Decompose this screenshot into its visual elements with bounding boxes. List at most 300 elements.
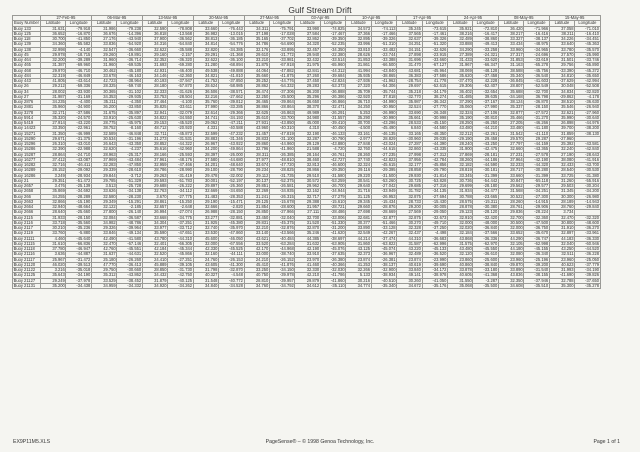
longitude-cell: -4.100	[168, 100, 193, 105]
latitude-cell: -28.754	[397, 79, 422, 84]
buoy-name-cell: Buoy 16282	[13, 163, 41, 168]
longitude-cell: -39.978	[269, 273, 294, 278]
latitude-cell: 31.631	[41, 26, 66, 31]
longitude-cell: -15.430	[422, 199, 447, 204]
latitude-cell: 30.048	[549, 84, 574, 89]
longitude-cell: -54.442	[473, 178, 498, 183]
latitude-cell: 31.632	[295, 241, 320, 246]
latitude-cell: 32.590	[142, 26, 167, 31]
longitude-cell: -37.702	[269, 37, 294, 42]
longitude-cell: -27.966	[269, 210, 294, 215]
latitude-cell: 29.785	[91, 178, 116, 183]
longitude-cell: -33.482	[371, 47, 396, 52]
latitude-cell: 32.489	[448, 37, 473, 42]
longitude-cell: -32.320	[575, 215, 600, 220]
latitude-cell: 32.681	[346, 215, 371, 220]
longitude-cell: -45.756	[524, 68, 549, 73]
latitude-cell: 31.854	[244, 205, 269, 210]
date-header: 24-Apr-95	[448, 16, 499, 21]
longitude-cell: -4.237	[117, 147, 142, 152]
latitude-cell: 29.844	[91, 173, 116, 178]
longitude-cell: -33.514	[320, 58, 345, 63]
longitude-cell: -4.720	[320, 147, 345, 152]
longitude-cell: -32.870	[219, 268, 244, 273]
latitude-cell: 29.234	[244, 168, 269, 173]
latitude-cell: 36.710	[346, 100, 371, 105]
latitude-cell: 37.366	[346, 31, 371, 36]
longitude-cell: -31.472	[66, 257, 91, 262]
longitude-cell: -49.888	[219, 68, 244, 73]
latitude-cell: 32.330	[295, 268, 320, 273]
latitude-cell: 34.741	[193, 115, 218, 120]
longitude-cell: -25.500	[269, 94, 294, 99]
latitude-cell: 34.250	[346, 105, 371, 110]
longitude-cell: -40.310	[269, 126, 294, 131]
latitude-cell: 38.080	[549, 157, 574, 162]
longitude-cell: -30.204	[575, 184, 600, 189]
latitude-cell: 28.760	[549, 205, 574, 210]
latitude-cell: 41.460	[295, 262, 320, 267]
latitude-cell: 30.541	[346, 178, 371, 183]
longitude-cell: -71.010	[575, 26, 600, 31]
latitude-cell: 32.660	[498, 147, 523, 152]
longitude-cell: -34.350	[320, 47, 345, 52]
latitude-cell: 32.813	[295, 163, 320, 168]
latitude-cell: 31.501	[549, 58, 574, 63]
longitude-cell: -31.531	[168, 136, 193, 141]
longitude-cell: -45.873	[168, 131, 193, 136]
longitude-cell: -37.250	[422, 226, 447, 231]
latitude-cell: 34.235	[41, 100, 66, 105]
longitude-cell: -48.786	[117, 220, 142, 225]
longitude-cell: -39.289	[66, 58, 91, 63]
longitude-cell: -17.467	[320, 31, 345, 36]
longitude-cell: -25.317	[117, 152, 142, 157]
latitude-cell: 31.967	[448, 63, 473, 68]
longitude-cell: -4.178	[575, 94, 600, 99]
longitude-cell: -27.572	[524, 110, 549, 115]
latitude-cell: 32.959	[142, 163, 167, 168]
latitude-cell: 32.162	[295, 189, 320, 194]
longitude-cell: -35.500	[473, 283, 498, 288]
latitude-cell: 36.420	[498, 26, 523, 31]
latitude-cell: 33.890	[346, 226, 371, 231]
latitude-cell: 33.910	[295, 252, 320, 257]
latitude-cell: 31.957	[295, 205, 320, 210]
longitude-cell: -44.390	[422, 142, 447, 147]
latitude-cell: 26.988	[193, 210, 218, 215]
longitude-cell: -43.484	[117, 157, 142, 162]
latitude-cell: 30.725	[397, 178, 422, 183]
longitude-cell: -46.411	[66, 163, 91, 168]
longitude-cell: -37.306	[269, 89, 294, 94]
buoy-name-cell: Buoy 2666	[13, 210, 41, 215]
latitude-cell: 32.862	[295, 37, 320, 42]
latitude-cell: 30.365	[91, 89, 116, 94]
latitude-cell: 32.788	[549, 278, 574, 283]
longitude-cell: -34.438	[66, 283, 91, 288]
longitude-cell: -32.700	[524, 89, 549, 94]
longitude-cell: -24.696	[524, 52, 549, 57]
latitude-cell: 33.996	[346, 42, 371, 47]
latitude-cell: 29.860	[244, 142, 269, 147]
latitude-cell: -2.977	[346, 136, 371, 141]
longitude-cell: -41.916	[575, 157, 600, 162]
longitude-cell: -31.346	[219, 136, 244, 141]
latitude-cell: 37.450	[295, 79, 320, 84]
longitude-cell: -36.714	[117, 58, 142, 63]
latitude-cell: 35.300	[549, 283, 574, 288]
latitude-cell: 43.621	[244, 236, 269, 241]
longitude-cell: -43.335	[422, 147, 447, 152]
latitude-cell: 36.200	[295, 89, 320, 94]
longitude-cell: -34.900	[66, 105, 91, 110]
longitude-cell: -34.262	[168, 283, 193, 288]
latitude-cell: 43.480	[448, 126, 473, 131]
latitude-cell: 31.260	[549, 178, 574, 183]
latitude-cell: 33.640	[549, 42, 574, 47]
latitude-cell: 33.780	[549, 47, 574, 52]
latitude-cell: 29.897	[193, 184, 218, 189]
longitude-cell: -52.549	[524, 84, 549, 89]
latitude-cell: 28.883	[193, 136, 218, 141]
latitude-cell: -4.500	[346, 126, 371, 131]
longitude-cell: -40.772	[219, 278, 244, 283]
longitude-cell: -26.940	[575, 105, 600, 110]
longitude-cell: -31.735	[269, 173, 294, 178]
latitude-header: Latitude	[549, 21, 574, 26]
latitude-cell: 33.888	[448, 42, 473, 47]
latitude-cell: 34.920	[142, 283, 167, 288]
longitude-cell: -33.850	[117, 105, 142, 110]
longitude-cell: -26.386	[320, 94, 345, 99]
latitude-cell: 31.675	[91, 110, 116, 115]
table-row	[13, 283, 601, 288]
latitude-cell: 31.457	[244, 131, 269, 136]
longitude-cell: -26.990	[371, 110, 396, 115]
latitude-cell: 32.763	[142, 189, 167, 194]
longitude-cell: -28.289	[66, 194, 91, 199]
latitude-cell: 32.621	[549, 110, 574, 115]
latitude-cell: 32.210	[244, 226, 269, 231]
longitude-cell: -25.139	[66, 184, 91, 189]
longitude-cell: -43.614	[66, 79, 91, 84]
latitude-cell: 28.624	[193, 84, 218, 89]
latitude-cell: 29.123	[448, 210, 473, 215]
longitude-cell: -40.588	[219, 126, 244, 131]
longitude-cell: -39.350	[320, 37, 345, 42]
longitude-cell: -62.970	[473, 241, 498, 246]
latitude-cell: 30.788	[448, 194, 473, 199]
buoy-name-cell: Buoy 138	[13, 47, 41, 52]
longitude-cell: -46.999	[66, 131, 91, 136]
latitude-cell: 26.898	[549, 121, 574, 126]
latitude-cell: 3.249	[41, 173, 66, 178]
longitude-cell: -4.140	[66, 47, 91, 52]
latitude-cell: 29.851	[244, 184, 269, 189]
longitude-cell: -28.876	[371, 205, 396, 210]
longitude-cell: -40.366	[320, 262, 345, 267]
longitude-cell: -44.580	[422, 126, 447, 131]
latitude-cell: 35.935	[346, 73, 371, 78]
longitude-cell: -41.110	[524, 131, 549, 136]
longitude-cell: -42.475	[473, 147, 498, 152]
longitude-cell: -27.316	[422, 184, 447, 189]
latitude-cell: 35.200	[41, 283, 66, 288]
longitude-cell: -27.074	[168, 210, 193, 215]
latitude-cell: 32.120	[448, 252, 473, 257]
longitude-cell: -44.111	[219, 252, 244, 257]
latitude-cell: 32.333	[142, 89, 167, 94]
latitude-cell: 27.797	[498, 142, 523, 147]
date-header: 08-May-95	[498, 16, 549, 21]
longitude-cell: -26.761	[320, 152, 345, 157]
longitude-cell: -45.074	[371, 247, 396, 252]
longitude-cell: -44.159	[524, 142, 549, 147]
sheet-title: Gulf Stream Drift	[288, 5, 352, 15]
longitude-cell: -31.169	[66, 94, 91, 99]
latitude-cell: 30.137	[244, 178, 269, 183]
latitude-cell: 37.969	[91, 157, 116, 162]
latitude-cell: 26.310	[41, 142, 66, 147]
latitude-cell: 29.345	[346, 199, 371, 204]
latitude-cell: 31.986	[91, 26, 116, 31]
latitude-cell: 33.529	[91, 278, 116, 283]
longitude-cell: -32.626	[422, 47, 447, 52]
longitude-cell: -44.615	[371, 147, 396, 152]
latitude-cell: 32.860	[397, 147, 422, 152]
latitude-cell: 46.020	[41, 262, 66, 267]
longitude-cell: -30.005	[422, 205, 447, 210]
longitude-cell: -32.040	[269, 215, 294, 220]
longitude-cell: -74.825	[320, 26, 345, 31]
longitude-cell: -51.329	[117, 178, 142, 183]
longitude-cell: -35.278	[575, 283, 600, 288]
longitude-cell: -31.200	[320, 226, 345, 231]
longitude-cell: -20.920	[168, 126, 193, 131]
longitude-cell: -54.776	[219, 42, 244, 47]
buoy-name-cell: Buoy 2657	[13, 184, 41, 189]
latitude-cell: 32.432	[295, 58, 320, 63]
longitude-cell: -78.808	[168, 26, 193, 31]
latitude-cell: 28.164	[295, 152, 320, 157]
latitude-cell: 28.575	[448, 199, 473, 204]
latitude-cell: 31.875	[244, 63, 269, 68]
latitude-cell: 31.483	[193, 194, 218, 199]
longitude-cell: -47.882	[269, 68, 294, 73]
longitude-cell: -30.790	[320, 136, 345, 141]
longitude-cell: -34.200	[575, 189, 600, 194]
latitude-cell: 32.212	[448, 131, 473, 136]
latitude-cell: 32.324	[448, 110, 473, 115]
latitude-cell: 30.300	[549, 194, 574, 199]
longitude-cell: -37.947	[168, 79, 193, 84]
longitude-cell: -43.250	[473, 142, 498, 147]
latitude-cell: 35.312	[91, 273, 116, 278]
longitude-cell: -45.372	[575, 68, 600, 73]
latitude-cell: 29.970	[41, 68, 66, 73]
latitude-cell: 32.870	[295, 226, 320, 231]
longitude-cell: -24.710	[66, 152, 91, 157]
latitude-cell: 35.245	[397, 26, 422, 31]
longitude-cell: -39.200	[524, 262, 549, 267]
longitude-cell: -35.340	[371, 283, 396, 288]
longitude-cell: -54.840	[168, 42, 193, 47]
longitude-cell: -23.744	[371, 52, 396, 57]
latitude-cell: 28.260	[346, 152, 371, 157]
latitude-cell: 34.290	[448, 47, 473, 52]
latitude-cell: 24.760	[193, 257, 218, 262]
latitude-cell: 40.623	[549, 262, 574, 267]
longitude-cell: -67.918	[269, 63, 294, 68]
latitude-cell: 32.620	[91, 147, 116, 152]
longitude-cell: -2.157	[168, 52, 193, 57]
longitude-header: Longitude	[524, 21, 549, 26]
longitude-cell: -39.410	[320, 121, 345, 126]
longitude-cell: -65.960	[320, 63, 345, 68]
latitude-cell: 34.834	[549, 89, 574, 94]
latitude-cell: 26.850	[244, 210, 269, 215]
latitude-cell: 3.636	[41, 252, 66, 257]
longitude-cell: -28.643	[575, 152, 600, 157]
latitude-cell: 32.622	[193, 58, 218, 63]
latitude-cell: 33.480	[498, 126, 523, 131]
latitude-cell: 28.864	[41, 152, 66, 157]
latitude-cell: 40.619	[397, 262, 422, 267]
longitude-cell: -32.471	[320, 105, 345, 110]
latitude-cell: 34.786	[244, 42, 269, 47]
longitude-cell: -27.042	[371, 184, 396, 189]
longitude-cell: -31.270	[524, 115, 549, 120]
latitude-cell: 32.895	[346, 37, 371, 42]
latitude-cell: 32.622	[142, 47, 167, 52]
latitude-cell: 32.877	[498, 110, 523, 115]
latitude-cell: 31.975	[295, 63, 320, 68]
longitude-cell: -13.568	[168, 31, 193, 36]
longitude-cell: -41.620	[320, 231, 345, 236]
latitude-cell: 33.718	[41, 220, 66, 225]
latitude-cell: 33.910	[91, 115, 116, 120]
longitude-cell: -37.946	[524, 278, 549, 283]
latitude-cell: 34.320	[295, 42, 320, 47]
latitude-cell: 30.534	[91, 136, 116, 141]
latitude-cell: 32.910	[448, 215, 473, 220]
latitude-cell: 32.177	[397, 163, 422, 168]
longitude-cell: -33.619	[524, 58, 549, 63]
longitude-cell: -28.230	[117, 194, 142, 199]
longitude-cell: -43.220	[66, 121, 91, 126]
longitude-cell: -39.326	[371, 37, 396, 42]
latitude-cell: 36.402	[448, 89, 473, 94]
longitude-cell: 29.287	[524, 136, 549, 141]
longitude-cell: -41.180	[524, 126, 549, 131]
latitude-cell: 36.200	[91, 105, 116, 110]
longitude-cell: -48.664	[66, 205, 91, 210]
latitude-cell: 38.216	[448, 31, 473, 36]
longitude-cell: -44.310	[168, 236, 193, 241]
latitude-cell: 37.580	[193, 157, 218, 162]
longitude-cell: -16.410	[575, 31, 600, 36]
longitude-cell: -26.700	[320, 184, 345, 189]
latitude-cell: 27.205	[498, 121, 523, 126]
latitude-cell: 42.841	[295, 68, 320, 73]
longitude-cell: -43.862	[117, 273, 142, 278]
latitude-cell: 35.688	[498, 89, 523, 94]
longitude-cell: -38.137	[524, 37, 549, 42]
longitude-cell: -37.850	[219, 79, 244, 84]
longitude-cell: -41.603	[524, 79, 549, 84]
latitude-cell: 32.324	[346, 163, 371, 168]
latitude-cell: 35.296	[295, 94, 320, 99]
latitude-cell: 31.280	[193, 63, 218, 68]
latitude-cell: 40.860	[448, 262, 473, 267]
latitude-cell: 30.572	[295, 178, 320, 183]
latitude-cell: 33.990	[295, 26, 320, 31]
latitude-cell: 32.489	[397, 252, 422, 257]
latitude-cell: 35.760	[193, 100, 218, 105]
buoy-name-cell: Buoy 443	[13, 79, 41, 84]
latitude-cell: 28.180	[142, 84, 167, 89]
longitude-cell: -47.850	[117, 163, 142, 168]
latitude-cell: 26.994	[142, 210, 167, 215]
latitude-cell: 31.853	[498, 58, 523, 63]
longitude-cell: -28.353	[219, 194, 244, 199]
latitude-cell: 35.060	[448, 105, 473, 110]
longitude-cell: -31.500	[371, 173, 396, 178]
longitude-cell: -25.050	[575, 257, 600, 262]
latitude-cell: 34.200	[193, 147, 218, 152]
latitude-cell: 49.141	[397, 273, 422, 278]
longitude-cell: -47.720	[269, 163, 294, 168]
latitude-cell: 33.161	[346, 131, 371, 136]
latitude-cell: 28.775	[91, 121, 116, 126]
longitude-cell: -35.650	[575, 73, 600, 78]
latitude-cell: 30.500	[498, 220, 523, 225]
latitude-cell: 21.588	[295, 147, 320, 152]
longitude-cell: -43.940	[117, 37, 142, 42]
latitude-cell: 29.339	[91, 168, 116, 173]
longitude-cell: -38.964	[117, 79, 142, 84]
longitude-cell: -45.133	[422, 247, 447, 252]
longitude-cell: -47.860	[219, 231, 244, 236]
longitude-cell: -42.727	[320, 157, 345, 162]
latitude-cell: 32.390	[41, 147, 66, 152]
longitude-cell: -38.978	[422, 273, 447, 278]
longitude-cell: -54.920	[117, 42, 142, 47]
latitude-cell: -29.862	[549, 94, 574, 99]
longitude-cell: -34.190	[575, 268, 600, 273]
latitude-cell: 37.900	[142, 37, 167, 42]
longitude-cell: -22.380	[320, 52, 345, 57]
longitude-cell: -3.712	[117, 173, 142, 178]
latitude-cell: 32.283	[91, 163, 116, 168]
longitude-cell: -52.197	[219, 178, 244, 183]
latitude-cell: 30.847	[498, 178, 523, 183]
latitude-cell: 35.987	[397, 100, 422, 105]
latitude-cell: 23.960	[549, 257, 574, 262]
longitude-cell: 36.798	[524, 94, 549, 99]
latitude-cell: 32.580	[91, 194, 116, 199]
buoy-name-cell: Buoy 16289	[13, 168, 41, 173]
longitude-cell: -47.232	[219, 131, 244, 136]
longitude-cell: -14.396	[117, 31, 142, 36]
longitude-cell: -15.471	[219, 199, 244, 204]
latitude-cell: 35.218	[397, 89, 422, 94]
longitude-cell: -15.250	[168, 199, 193, 204]
latitude-cell: 33.165	[397, 131, 422, 136]
latitude-cell: 35.990	[549, 115, 574, 120]
latitude-cell: 29.351	[41, 178, 66, 183]
